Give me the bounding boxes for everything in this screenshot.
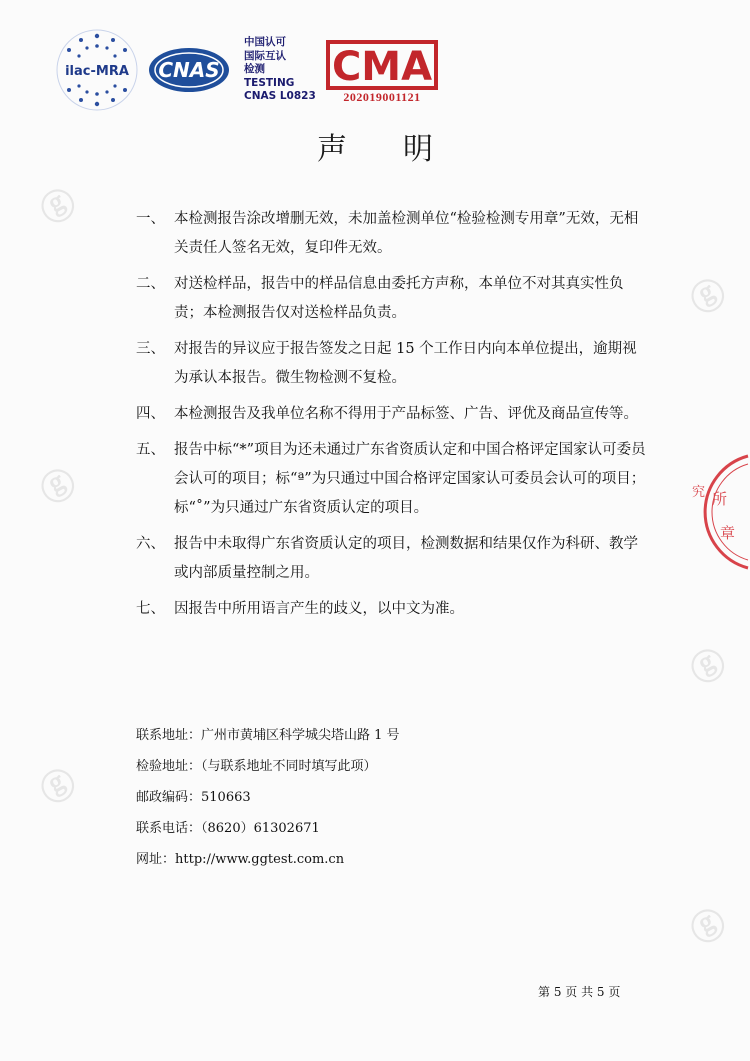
item-text: 报告中标“*”项目为还未通过广东省资质认定和中国合格评定国家认可委员会认可的项目；标“ª”为只通过中国合格评定国家认可委员会认可的项目；标“˚”为只通过广东省资质认定的项目。 [174,442,646,516]
svg-text:所: 所 [712,490,728,508]
cnas-line: 检测 [244,63,265,75]
statement-item [130,335,650,393]
statement-item [130,205,650,263]
item-number: 七、 [136,601,165,617]
page-number: 第 5 页 共 5 页 [538,985,621,999]
cma-number: 202019001121 [343,90,421,104]
test-address: 检验地址：（与联系地址不同时填写此项） [136,759,377,774]
item-number: 六、 [136,536,165,552]
statement-item [130,400,650,429]
cnas-line: CNAS L0823 [244,90,316,102]
watermark: ⓖ [685,643,733,693]
red-seal-stamp [668,452,750,572]
page-title: 声明 [317,132,489,167]
svg-text:究: 究 [692,485,706,500]
statement-item [130,595,650,624]
website: 网址：http://www.ggtest.com.cn [136,852,345,867]
ilac-logo-text: ilac-MRA [65,64,129,79]
statement-item [130,270,650,328]
ilac-mra-logo [55,28,139,112]
cnas-line: TESTING [244,76,295,89]
svg-text:章: 章 [720,524,736,542]
item-number: 五、 [136,442,165,458]
watermark: ⓖ [35,763,83,813]
cnas-logo-text: CNAS [158,58,220,82]
item-text: 对送检样品，报告中的样品信息由委托方声称，本单位不对其真实性负责；本检测报告仅对送检样品负责。 [174,276,624,321]
watermark: ⓖ [685,273,733,323]
item-text: 对报告的异议应于报告签发之日起 15 个工作日内向本单位提出，逾期视为承认本报告。微生物检测不复检。 [174,341,637,386]
watermark: ⓖ [35,463,83,513]
postcode: 邮政编码：510663 [136,790,251,805]
watermark: ⓖ [35,183,83,233]
item-text: 本检测报告及我单位名称不得用于产品标签、广告、评优及商品宣传等。 [174,406,638,422]
cnas-logo [146,42,232,98]
item-number: 二、 [136,276,165,292]
item-text: 因报告中所用语言产生的歧义，以中文为准。 [174,601,464,617]
statement-item [130,436,650,523]
cnas-line: 国际互认 [244,49,286,62]
cma-logo-text: CMA [331,44,433,90]
cnas-accreditation-text [244,36,316,104]
item-text: 报告中未取得广东省资质认定的项目，检测数据和结果仅作为科研、教学或内部质量控制之用。 [174,536,638,581]
statement-list [130,205,650,624]
contact-info [136,720,400,875]
phone: 联系电话：（8620）61302671 [136,821,320,836]
cnas-line: 中国认可 [244,36,286,48]
watermark: ⓖ [685,903,733,953]
item-number: 一、 [136,211,165,227]
item-number: 四、 [136,406,165,422]
item-number: 三、 [136,341,165,357]
contact-address: 联系地址：广州市黄埔区科学城尖塔山路 1 号 [136,728,400,743]
item-text: 本检测报告涂改增删无效，未加盖检测单位“检验检测专用章”无效，无相关责任人签名无效，复印件无效。 [174,211,639,256]
statement-item [130,530,650,588]
